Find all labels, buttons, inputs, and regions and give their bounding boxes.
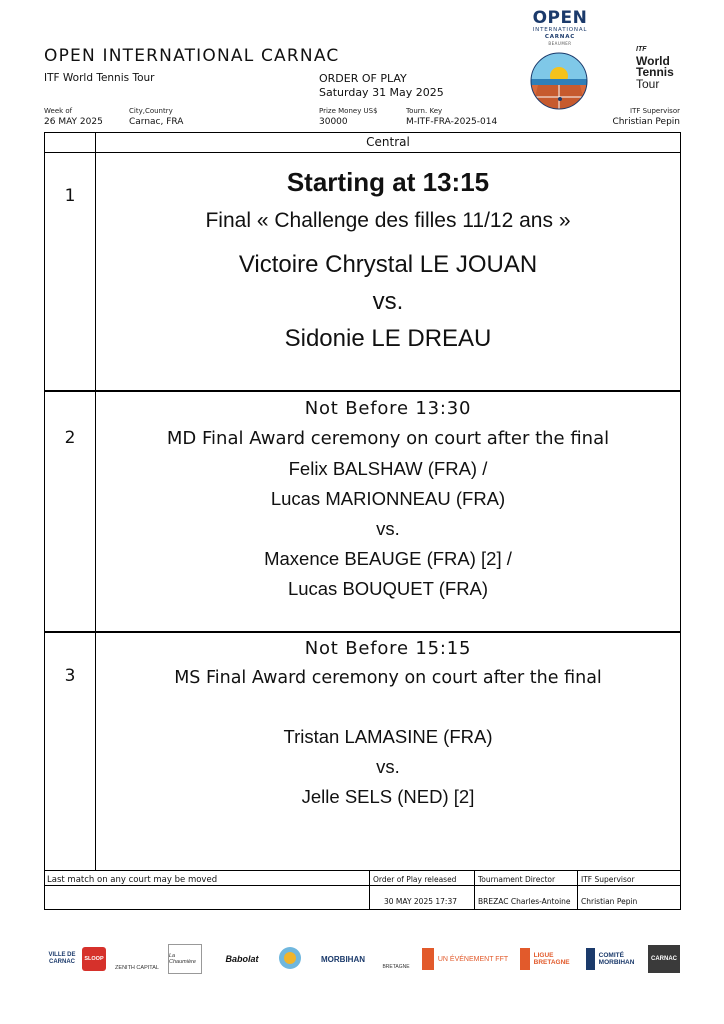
match-1-player-2: Sidonie LE DREAU bbox=[284, 325, 492, 352]
match-1-player-1: Victoire Chrystal LE JOUAN bbox=[238, 251, 538, 278]
match-2 bbox=[96, 394, 680, 604]
tourn-key-value: M-ITF-FRA-2025-014 bbox=[406, 117, 498, 127]
footer-supervisor-value: Christian Pepin bbox=[581, 897, 638, 906]
footer-divider bbox=[45, 885, 680, 886]
sponsor-round-badge-icon bbox=[278, 946, 302, 970]
footer-col-divider-2 bbox=[474, 871, 475, 909]
match-number-1: 1 bbox=[64, 186, 76, 206]
itf-world-tennis-tour-logo bbox=[636, 44, 686, 90]
match-2-vs: vs. bbox=[376, 518, 400, 539]
open-carnac-logo bbox=[526, 10, 594, 46]
released-label: Order of Play released bbox=[373, 875, 457, 884]
match-3-not-before: Not Before 15:15 bbox=[304, 638, 472, 659]
match-3-player-1: Tristan LAMASINE (FRA) bbox=[283, 726, 493, 747]
sponsor-ville-carnac-logo: VILLE DE CARNAC bbox=[48, 952, 76, 965]
tourn-key-label: Tourn. Key bbox=[406, 107, 443, 115]
match-3-player-2: Jelle SELS (NED) [2] bbox=[301, 786, 475, 807]
footer-col-divider-3 bbox=[577, 871, 578, 909]
match-2-team-2-player-a: Maxence BEAUGE (FRA) [2] / bbox=[264, 548, 512, 569]
tournament-title: OPEN INTERNATIONAL CARNAC bbox=[44, 46, 340, 66]
play-date: Saturday 31 May 2025 bbox=[319, 86, 444, 99]
week-label: Week of bbox=[44, 107, 73, 115]
city-value: Carnac, FRA bbox=[129, 117, 184, 127]
sponsor-chaumiere-logo: La Chaumière bbox=[168, 944, 202, 974]
grid-divider-row1 bbox=[45, 390, 680, 392]
footer-note: Last match on any court may be moved bbox=[47, 875, 218, 885]
sponsor-carnac-logo: CARNAC bbox=[648, 945, 680, 973]
sponsor-morbihan-logo: MORBIHAN bbox=[321, 954, 365, 964]
match-3-vs: vs. bbox=[376, 756, 400, 777]
supervisor-value: Christian Pepin bbox=[612, 117, 680, 127]
itf-line-tour: Tour bbox=[636, 76, 660, 91]
match-number-2: 2 bbox=[64, 428, 76, 448]
match-2-note: MD Final Award ceremony on court after the final bbox=[166, 428, 610, 449]
sponsor-comite-morbihan-label: COMITÉ MORBIHAN bbox=[598, 952, 635, 966]
sponsor-sloop-logo: SLOOP bbox=[82, 947, 106, 971]
released-value: 30 MAY 2025 17:37 bbox=[384, 897, 457, 906]
sponsor-zenith-capital-logo: ZENITH CAPITAL bbox=[115, 965, 159, 971]
order-of-play-label: ORDER OF PLAY bbox=[319, 72, 407, 85]
tournament-badge-icon bbox=[530, 52, 588, 110]
director-label: Tournament Director bbox=[478, 875, 556, 884]
match-1-subtitle: Final « Challenge des filles 11/12 ans » bbox=[205, 209, 571, 232]
match-number-3: 3 bbox=[64, 666, 76, 686]
sponsor-bretagne-logo: BRETAGNE bbox=[382, 964, 410, 970]
match-1-start-time: Starting at 13:15 bbox=[286, 167, 490, 197]
match-3 bbox=[96, 634, 680, 812]
footer-supervisor-label: ITF Supervisor bbox=[581, 875, 635, 884]
sponsor-babolat-logo: Babolat bbox=[225, 954, 259, 964]
open-logo-word: OPEN bbox=[532, 8, 588, 28]
prize-label: Prize Money US$ bbox=[319, 107, 378, 115]
match-2-not-before: Not Before 13:30 bbox=[304, 398, 472, 419]
sponsor-fft-event-label: UN ÉVÉNEMENT FFT bbox=[437, 955, 509, 963]
order-of-play-heading bbox=[319, 72, 444, 100]
itf-line-tennis: Tennis bbox=[636, 65, 674, 79]
director-value: BREZAC Charles-Antoine bbox=[478, 897, 571, 906]
sponsor-ligue-bretagne-label: LIGUE BRETAGNE bbox=[533, 952, 570, 966]
city-label: City,Country bbox=[129, 107, 173, 115]
grid-divider-row2 bbox=[45, 631, 680, 633]
sponsor-comite-morbihan-logo bbox=[586, 944, 644, 974]
match-1-vs: vs. bbox=[372, 288, 404, 315]
footer-col-divider-1 bbox=[369, 871, 370, 909]
week-value: 26 MAY 2025 bbox=[44, 117, 103, 127]
match-2-team-1-player-b: Lucas MARIONNEAU (FRA) bbox=[270, 488, 506, 509]
prize-value: 30000 bbox=[319, 117, 348, 127]
sponsor-ligue-bretagne-logo bbox=[520, 944, 580, 974]
open-logo-carnac: CARNAC bbox=[544, 34, 576, 40]
open-logo-beaumer: BEAUMER bbox=[548, 41, 572, 46]
match-1 bbox=[96, 152, 680, 357]
court-name: Central bbox=[366, 135, 410, 149]
supervisor-label: ITF Supervisor bbox=[630, 107, 680, 115]
sponsor-fft-event-logo bbox=[416, 944, 514, 974]
match-2-team-2-player-b: Lucas BOUQUET (FRA) bbox=[287, 578, 489, 599]
grid-divider-footer bbox=[45, 870, 680, 871]
tour-name: ITF World Tennis Tour bbox=[44, 72, 155, 84]
open-logo-sub: INTERNATIONAL bbox=[532, 27, 588, 33]
match-3-note: MS Final Award ceremony on court after the final bbox=[174, 668, 602, 688]
itf-small-label: ITF bbox=[636, 46, 647, 53]
itf-line-world: World bbox=[636, 53, 670, 68]
match-2-team-1-player-a: Felix BALSHAW (FRA) / bbox=[288, 458, 488, 479]
